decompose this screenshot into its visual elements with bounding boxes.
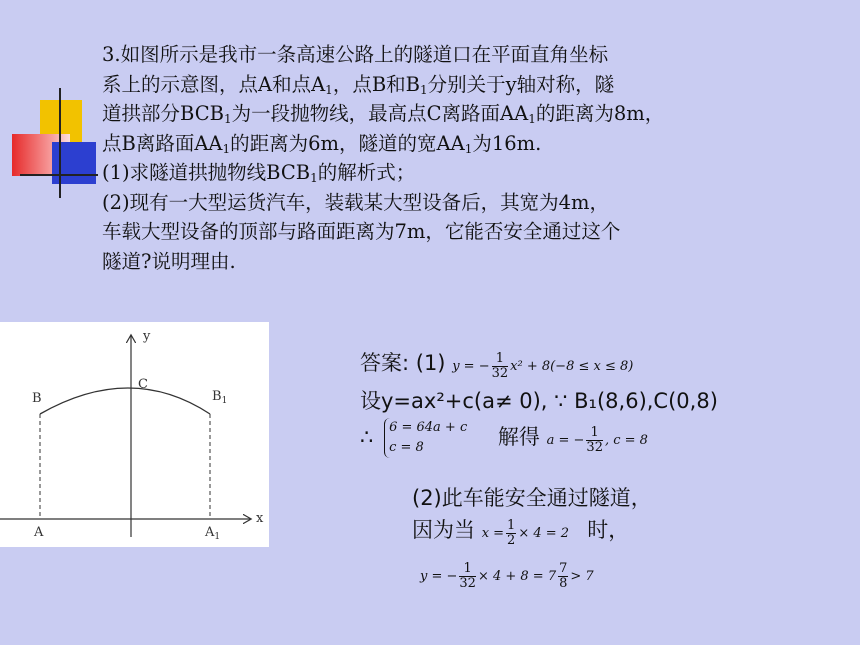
- point-b-label: B: [32, 391, 42, 406]
- problem-statement: [102, 40, 852, 276]
- answer-part-2: [412, 482, 652, 550]
- solution: [546, 425, 648, 455]
- answer-formula-fraction: [492, 352, 509, 381]
- final-fraction-1: [459, 562, 476, 591]
- answer-row-1: [360, 346, 718, 384]
- fraction-denominator: 32: [491, 366, 509, 381]
- part2-line-2: [412, 514, 652, 550]
- final-suffix: > 7: [570, 569, 594, 584]
- final-fraction-2: [558, 562, 568, 591]
- decor-horizontal-line: [20, 174, 98, 176]
- answer-formula-prefix: y = −: [452, 359, 490, 374]
- part2-line-1: (2)此车能安全通过隧道，: [412, 486, 652, 510]
- answer-section: [360, 346, 718, 458]
- tunnel-diagram: [0, 322, 269, 547]
- final-prefix: y = −: [420, 569, 458, 584]
- parabola-arch: [40, 388, 210, 414]
- point-a1-label: $A_1$: [205, 525, 221, 542]
- question-1: (1)求隧道拱抛物线$BCB_1$的解析式；: [102, 161, 416, 185]
- equation-2: c = 8: [389, 440, 424, 455]
- final-inequality: [420, 562, 594, 591]
- solution-prefix: a = −: [546, 433, 585, 448]
- x-expression-prefix: x =: [481, 526, 505, 541]
- fraction-denominator: 32: [586, 440, 603, 455]
- answer-row-3: [360, 418, 718, 458]
- solution-fraction: [586, 426, 603, 455]
- fraction-denominator: 2: [507, 533, 516, 548]
- solve-label: 解得: [497, 425, 540, 449]
- equation-1: 6 = 64a + c: [389, 420, 468, 435]
- answer-formula-suffix: x² + 8(−8 ≤ x ≤ 8): [510, 359, 634, 374]
- problem-line-1: 3.如图所示是我市一条高速公路上的隧道口在平面直角坐标: [102, 43, 609, 66]
- x-fraction: [506, 519, 516, 548]
- x-axis-label: x: [256, 511, 264, 526]
- question-2-line-2: 车载大型设备的顶部与路面距离为7m，它能否安全通过这个: [102, 220, 621, 243]
- tunnel-diagram-svg: [0, 322, 269, 547]
- y-axis-label: y: [143, 329, 151, 344]
- problem-line-3: 道拱部分$BCB_1$为一段抛物线，最高点C离路面$AA_1$的距离为8m，: [102, 102, 665, 126]
- equation-system: [384, 418, 467, 458]
- problem-line-2: 系上的示意图，点A和点$A_1$，点B和$B_1$分别关于y轴对称，隧: [102, 72, 615, 97]
- point-a-label: A: [34, 525, 44, 540]
- solution-suffix: , c = 8: [604, 433, 648, 448]
- point-b1-label: $B_1$: [212, 389, 228, 406]
- fraction-numerator: 1: [492, 352, 509, 367]
- question-2-line-3: 隧道?说明理由.: [102, 249, 236, 273]
- therefore-symbol: ∴: [360, 425, 374, 449]
- final-middle: × 4 + 8 = 7: [477, 569, 557, 584]
- fraction-numerator: 7: [559, 561, 568, 576]
- x-expression: [481, 518, 574, 548]
- part2-line-2-post: 时，: [587, 518, 630, 542]
- point-c-label: C: [138, 377, 148, 392]
- problem-line-4: 点B离路面$AA_1$的距离为6m，隧道的宽$AA_1$为16m.: [102, 131, 542, 156]
- fraction-denominator: 8: [559, 576, 568, 591]
- decor-vertical-line: [59, 88, 61, 198]
- fraction-denominator: 32: [459, 576, 476, 591]
- part2-line-2-pre: 因为当: [412, 518, 475, 542]
- fraction-numerator: 1: [586, 426, 603, 441]
- fraction-numerator: 1: [507, 518, 516, 533]
- answer-formula: [452, 351, 634, 381]
- fraction-numerator: 1: [459, 562, 476, 577]
- question-2-line-1: (2)现有一大型运货汽车，装载某大型设备后，其宽为4m，: [102, 190, 610, 214]
- answer-setup: 设y=ax²+c(a≠ 0), ∵ B₁(8,6),C(0,8): [360, 389, 718, 413]
- answer-label: 答案: (1): [360, 351, 446, 375]
- x-expression-suffix: × 4 = 2: [518, 526, 570, 541]
